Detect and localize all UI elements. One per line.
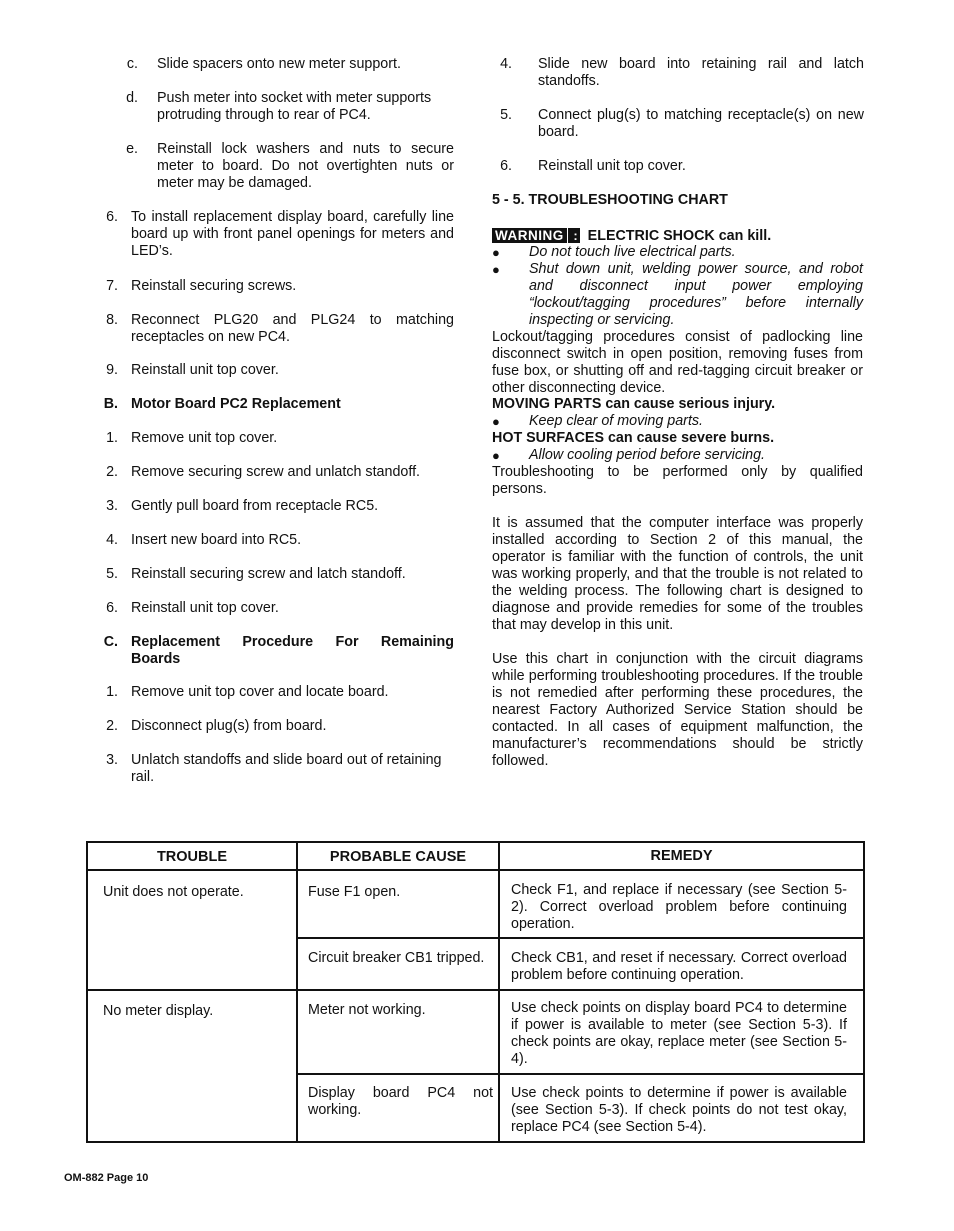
item-text: Reinstall unit top cover. bbox=[131, 362, 279, 378]
bullet-text: Allow cooling period before servicing. bbox=[529, 447, 766, 463]
item-marker: 2. bbox=[106, 464, 118, 480]
item-text: Reinstall securing screws. bbox=[131, 278, 297, 294]
item-marker: 1. bbox=[106, 430, 118, 446]
item-text: Unlatch standoffs and slide board out of retaining rail. bbox=[131, 752, 442, 785]
assumed-paragraph: It is assumed that the computer interface was properly installed according to Section 2 of this manual, the operator is familiar with the function of controls, the unit was working properly, and that the trouble is not related to the welding process. The following chart is designed to diagnose and provide remedies for some of the troubles that may develop in this unit. bbox=[492, 515, 863, 633]
qualified-paragraph: Troubleshooting to be performed only by qualified persons. bbox=[492, 464, 863, 497]
remedy-cell: Use check points on display board PC4 to determine if power is available to meter (see Section 5-3). If check points are okay, replace meter (see Section 5-4). bbox=[511, 1000, 847, 1067]
item-text: Slide new board into retaining rail and latch standoffs. bbox=[538, 56, 864, 89]
section-marker: C. bbox=[103, 634, 118, 650]
item-marker: e. bbox=[126, 141, 138, 157]
bullet-text: Do not touch live electrical parts. bbox=[529, 244, 736, 260]
table-bottom-border bbox=[86, 1141, 865, 1143]
item-marker: 2. bbox=[106, 718, 118, 734]
item-marker: c. bbox=[126, 56, 138, 72]
header-probable-cause: PROBABLE CAUSE bbox=[329, 849, 467, 865]
cause-cell: Fuse F1 open. bbox=[308, 884, 401, 900]
warning-heading bbox=[492, 227, 872, 245]
item-marker: 8. bbox=[106, 312, 118, 328]
item-text: Remove securing screw and unlatch standoff. bbox=[131, 464, 421, 480]
section-title: Motor Board PC2 Replacement bbox=[131, 396, 341, 412]
table-col-divider bbox=[296, 841, 298, 1143]
table-header-border bbox=[86, 869, 865, 871]
item-marker: 4. bbox=[500, 56, 512, 72]
item-text: Connect plug(s) to matching receptacle(s) on new board. bbox=[538, 107, 864, 140]
header-remedy: REMEDY bbox=[650, 848, 713, 864]
warning-colon: : bbox=[569, 228, 578, 243]
item-marker: 5. bbox=[106, 566, 118, 582]
item-marker: 3. bbox=[106, 752, 118, 768]
shock-heading: ELECTRIC SHOCK can kill. bbox=[587, 228, 772, 244]
trouble-cell: No meter display. bbox=[103, 1003, 214, 1019]
item-marker: d. bbox=[126, 90, 138, 106]
trouble-cell: Unit does not operate. bbox=[103, 884, 244, 900]
item-marker: 9. bbox=[106, 362, 118, 378]
use-chart-paragraph: Use this chart in conjunction with the circuit diagrams while performing troubleshooting procedures. If the trouble is not remedied after performing these procedures, the nearest Factory Authorized Service Station should be contacted. In all cases of equipment malfunction, the manufacturer’s recommendations should be strictly followed. bbox=[492, 651, 863, 769]
item-marker: 1. bbox=[106, 684, 118, 700]
item-text: Reinstall unit top cover. bbox=[131, 600, 279, 616]
table-row-divider bbox=[298, 937, 865, 939]
lockout-paragraph: Lockout/tagging procedures consist of padlocking line disconnect switch in open position, removing fuses from fuse box, or shutting off and red-tagging circuit breaker or other disconnecting device. bbox=[492, 329, 863, 396]
hot-heading: HOT SURFACES can cause severe burns. bbox=[492, 430, 775, 446]
item-text: Disconnect plug(s) from board. bbox=[131, 718, 327, 734]
bullet-text: Shut down unit, welding power source, and robot and disconnect input power employing “lockout/tagging procedures” before internally inspecting or servicing. bbox=[529, 261, 863, 328]
section-marker: B. bbox=[103, 396, 118, 412]
item-marker: 5. bbox=[500, 107, 512, 123]
table-left-border bbox=[86, 841, 88, 1143]
remedy-cell: Use check points to determine if power is available (see Section 5-3). If check points do not test okay, replace PC4 (see Section 5-4). bbox=[511, 1085, 847, 1135]
warning-label: WARNING bbox=[492, 228, 567, 243]
item-text: Remove unit top cover. bbox=[131, 430, 278, 446]
cause-cell: Circuit breaker CB1 tripped. bbox=[308, 950, 485, 966]
header-trouble: TROUBLE bbox=[156, 849, 228, 865]
table-row-divider bbox=[86, 989, 865, 991]
item-text: To install replacement display board, carefully line board up with front panel openings for meters and LED’s. bbox=[131, 209, 454, 259]
item-marker: 6. bbox=[106, 209, 118, 225]
item-text: Remove unit top cover and locate board. bbox=[131, 684, 389, 700]
item-marker: 4. bbox=[106, 532, 118, 548]
item-text: Slide spacers onto new meter support. bbox=[157, 56, 401, 72]
remedy-cell: Check CB1, and reset if necessary. Correct overload problem before continuing operation. bbox=[511, 950, 847, 983]
item-marker: 6. bbox=[500, 158, 512, 174]
item-text: Reinstall unit top cover. bbox=[538, 158, 686, 174]
table-right-border bbox=[863, 841, 865, 1143]
section-title-line1: Replacement Procedure For Remaining bbox=[131, 634, 454, 650]
table-row-divider bbox=[298, 1073, 865, 1075]
bullet-icon: ● bbox=[492, 414, 500, 429]
table-col-divider bbox=[498, 841, 500, 1143]
item-text: Reconnect PLG20 and PLG24 to matching receptacles on new PC4. bbox=[131, 312, 454, 345]
bullet-icon: ● bbox=[492, 448, 500, 463]
page-footer: OM-882 Page 10 bbox=[64, 1172, 149, 1184]
item-marker: 3. bbox=[106, 498, 118, 514]
item-text: Gently pull board from receptacle RC5. bbox=[131, 498, 379, 514]
item-text: Reinstall lock washers and nuts to secure meter to board. Do not overtighten nuts or meter may be damaged. bbox=[157, 141, 454, 191]
item-text: Insert new board into RC5. bbox=[131, 532, 302, 548]
bullet-icon: ● bbox=[492, 262, 500, 277]
item-marker: 7. bbox=[106, 278, 118, 294]
bullet-text: Keep clear of moving parts. bbox=[529, 413, 704, 429]
table-top-border bbox=[86, 841, 865, 843]
item-marker: 6. bbox=[106, 600, 118, 616]
moving-heading: MOVING PARTS can cause serious injury. bbox=[492, 396, 776, 412]
section-heading: 5 - 5. TROUBLESHOOTING CHART bbox=[492, 192, 728, 208]
section-title-line2: Boards bbox=[131, 651, 181, 667]
bullet-icon: ● bbox=[492, 245, 500, 260]
cause-cell: Display board PC4 not working. bbox=[308, 1085, 493, 1118]
item-text: Push meter into socket with meter supports protruding through to rear of PC4. bbox=[157, 90, 432, 123]
item-text: Reinstall securing screw and latch standoff. bbox=[131, 566, 406, 582]
cause-cell: Meter not working. bbox=[308, 1002, 426, 1018]
remedy-cell: Check F1, and replace if necessary (see Section 5-2). Correct overload problem before continuing operation. bbox=[511, 882, 847, 932]
